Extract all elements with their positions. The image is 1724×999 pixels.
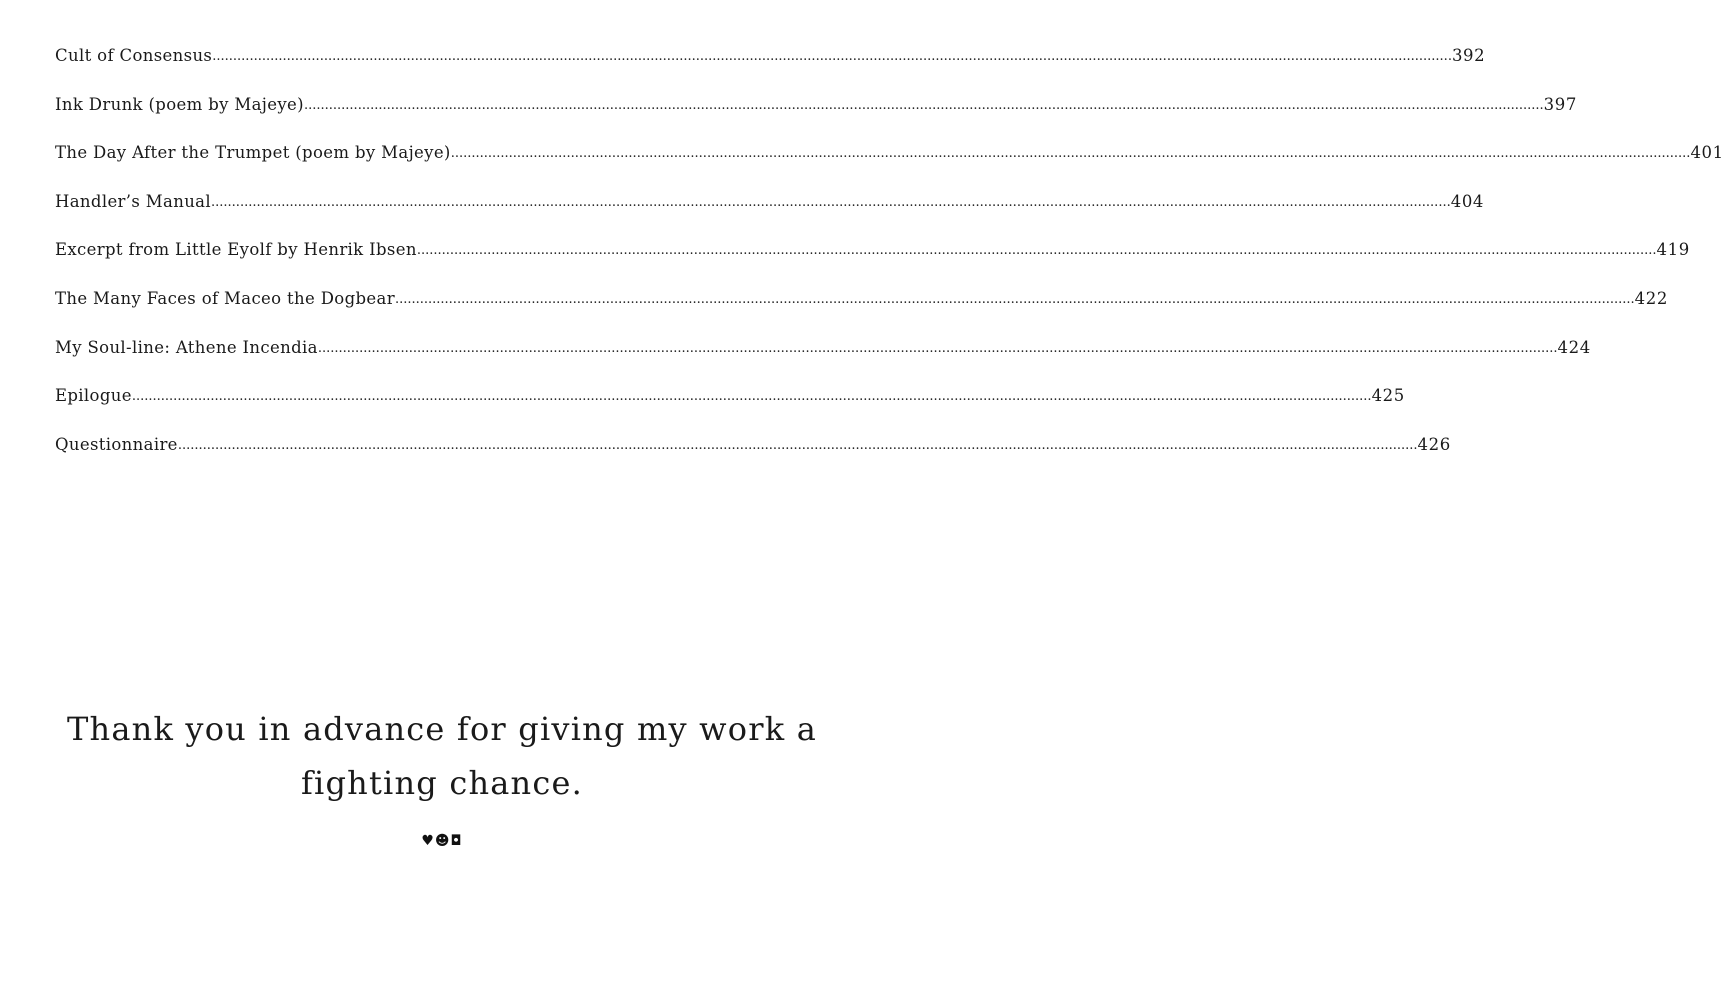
toc-entry <box>55 190 1485 239</box>
toc-entry-title: Questionnaire <box>55 434 178 454</box>
toc-entry-page-number: 426 <box>1417 434 1451 454</box>
closing-message-line-2: fighting chance. <box>301 764 583 802</box>
toc-dot-leader: ............................................................................................................................................................................................................................................................................................................ <box>212 49 1452 64</box>
toc-dot-leader: ............................................................................................................................................................................................................................................................................................................ <box>211 194 1451 210</box>
toc-entry-title: The Day After the Trumpet (poem by Majeye) <box>55 143 451 163</box>
toc-dot-leader: ............................................................................................................................................................................................................................................................................................................ <box>394 291 1635 307</box>
toc-entry-page-number: 424 <box>1557 337 1591 357</box>
toc-entry <box>55 238 1690 287</box>
toc-entry-title: The Many Faces of Maceo the Dogbear <box>55 288 395 308</box>
toc-dot-leader: ............................................................................................................................................................................................................................................................................................................ <box>450 146 1691 162</box>
toc-entry <box>55 141 1724 190</box>
toc-entry-page-number: 401 <box>1690 143 1724 163</box>
closing-message-line-1: Thank you in advance for giving my work a <box>67 710 817 748</box>
toc-dot-leader: ............................................................................................................................................................................................................................................................................................................ <box>131 389 1372 405</box>
toc-dot-leader: ............................................................................................................................................................................................................................................................................................................ <box>416 243 1657 259</box>
toc-entry-page-number: 404 <box>1450 191 1485 211</box>
toc-entry <box>55 287 1668 336</box>
toc-dot-leader: ............................................................................................................................................................................................................................................................................................................ <box>177 437 1418 453</box>
toc-entry <box>55 433 1451 482</box>
toc-entry-page-number: 422 <box>1634 288 1668 308</box>
toc-entry-page-number: 425 <box>1371 386 1405 406</box>
toc-entry <box>55 384 1405 433</box>
toc-entry-page-number: 392 <box>1451 46 1486 65</box>
table-of-contents <box>55 44 1724 481</box>
toc-entry-title: Epilogue <box>55 386 132 406</box>
toc-entry-title: Cult of Consensus <box>55 46 213 65</box>
toc-entry-title: Handler’s Manual <box>55 191 212 211</box>
toc-entry <box>55 336 1591 385</box>
toc-dot-leader: ............................................................................................................................................................................................................................................................................................................ <box>303 97 1544 113</box>
signoff-symbols: ♥☻◘ <box>421 833 463 849</box>
toc-entry <box>55 93 1577 142</box>
toc-entry-title: My Soul-line: Athene Incendia <box>55 337 318 357</box>
toc-entry <box>55 44 1486 93</box>
toc-entry-title: Ink Drunk (poem by Majeye) <box>55 94 304 114</box>
toc-entry-page-number: 397 <box>1543 94 1577 114</box>
toc-entry-page-number: 419 <box>1656 240 1690 260</box>
toc-dot-leader: ............................................................................................................................................................................................................................................................................................................ <box>317 340 1558 356</box>
closing-message <box>0 702 884 810</box>
toc-entry-title: Excerpt from Little Eyolf by Henrik Ibsen <box>55 240 417 260</box>
